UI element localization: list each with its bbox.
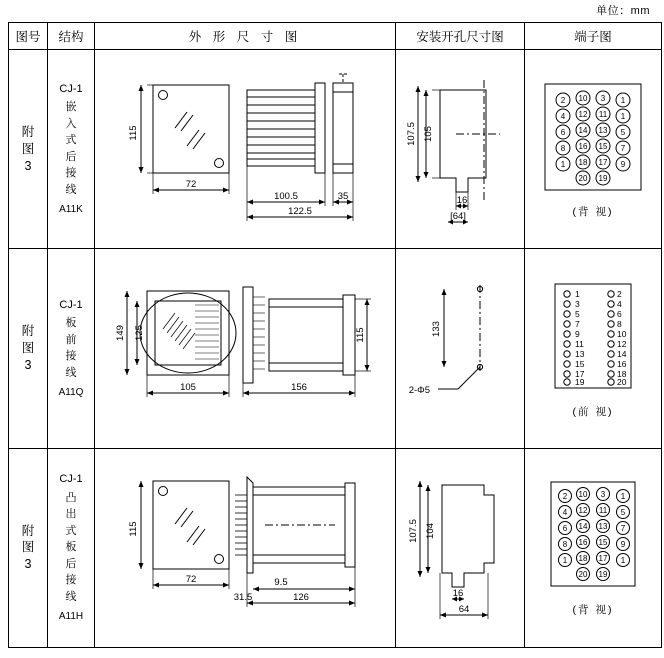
row3-terminal-diagram	[525, 448, 662, 647]
table-header-row	[9, 23, 662, 50]
svg-text:7: 7	[575, 318, 580, 329]
row1-terminal-caption: (背 视)	[572, 205, 614, 218]
row1-dim-115: 115	[128, 125, 139, 141]
row3-hole-64: 64	[458, 603, 470, 615]
svg-text:19: 19	[598, 570, 608, 580]
row3-hole-107-5: 107.5	[408, 518, 419, 543]
row1-no-char3: 3	[24, 158, 32, 173]
svg-text:11: 11	[598, 506, 608, 516]
svg-text:8: 8	[617, 318, 622, 329]
table-row	[9, 50, 662, 249]
svg-text:6: 6	[562, 524, 568, 534]
svg-text:17: 17	[598, 554, 608, 564]
row1-terminal-diagram	[525, 50, 662, 249]
svg-text:1: 1	[560, 159, 566, 169]
row1-hole-105: 105	[423, 126, 434, 142]
svg-text:1: 1	[562, 556, 568, 566]
row3-dim-31-5: 31.5	[233, 591, 253, 603]
row3-hole-drawing	[396, 448, 525, 647]
unit-label: 单位：mm	[596, 5, 650, 17]
svg-text:2: 2	[560, 95, 566, 105]
svg-text:18: 18	[578, 554, 588, 564]
row1-dim-122-5: 122.5	[288, 206, 312, 217]
svg-text:3: 3	[600, 93, 606, 103]
svg-text:19: 19	[598, 173, 608, 183]
svg-text:11: 11	[598, 109, 608, 119]
svg-text:9: 9	[575, 328, 580, 339]
row2-model: CJ-1	[59, 298, 83, 311]
row3-hole-104: 104	[425, 522, 436, 539]
svg-text:6: 6	[617, 308, 622, 319]
svg-text:7: 7	[620, 524, 626, 534]
svg-text:13: 13	[598, 125, 608, 135]
row3-structure: CJ-1 凸 出 式 板 后 接 线 A11H	[48, 448, 95, 647]
row1-outline-drawing	[95, 50, 396, 249]
svg-text:15: 15	[598, 141, 608, 151]
svg-text:2: 2	[617, 288, 622, 299]
svg-text:15: 15	[575, 358, 585, 369]
row3-dim-126: 126	[293, 591, 309, 603]
svg-text:10: 10	[617, 328, 627, 339]
row3-hole-16: 16	[452, 587, 464, 599]
row2-terminal-diagram	[525, 249, 662, 448]
svg-text:12: 12	[617, 338, 627, 349]
header-col-term: 端子图	[525, 23, 662, 50]
row2-dim-149: 149	[115, 325, 126, 342]
row1-dim-35: 35	[337, 191, 349, 202]
svg-text:5: 5	[620, 127, 626, 137]
svg-text:20: 20	[578, 173, 588, 183]
svg-text:4: 4	[617, 298, 622, 309]
row1-hole-16: 16	[456, 195, 468, 206]
svg-text:16: 16	[617, 358, 627, 369]
svg-text:19: 19	[575, 376, 585, 387]
header-col-dim: 外 形 尺 寸 图	[95, 23, 396, 50]
header-col-struct: 结构	[48, 23, 95, 50]
svg-text:18: 18	[578, 157, 588, 167]
svg-text:3: 3	[600, 490, 606, 500]
row3-code: A11H	[58, 611, 84, 623]
svg-text:9: 9	[620, 540, 626, 550]
row1-dim-100-5: 100.5	[274, 191, 298, 202]
spec-table	[8, 22, 662, 648]
row2-hole-133: 133	[431, 321, 442, 338]
svg-text:16: 16	[578, 141, 588, 151]
row2-hole-drawing	[396, 249, 525, 448]
svg-text:13: 13	[598, 522, 608, 532]
row1-hole-64: [64]	[450, 211, 466, 222]
svg-text:17: 17	[598, 157, 608, 167]
row3-figure-no: 附 图 3	[9, 448, 48, 647]
row1-structure: CJ-1 嵌 入 式 后 接 线 A11K	[48, 50, 95, 249]
row2-dim-105: 105	[180, 382, 196, 394]
svg-text:14: 14	[578, 125, 588, 135]
svg-text:14: 14	[578, 522, 588, 532]
row3-dim-9-5: 9.5	[274, 576, 288, 588]
row2-figure-no: 附 图 3	[9, 249, 48, 448]
svg-text:5: 5	[620, 508, 626, 518]
row1-hole-107-5: 107.5	[406, 122, 417, 146]
svg-text:1: 1	[620, 556, 626, 566]
svg-text:4: 4	[562, 508, 568, 518]
svg-text:1: 1	[575, 288, 580, 299]
svg-text:9: 9	[620, 159, 626, 169]
svg-text:6: 6	[560, 127, 566, 137]
row2-terminal-caption: (前 视)	[572, 405, 614, 418]
svg-text:13: 13	[575, 348, 585, 359]
svg-text:11: 11	[575, 338, 584, 349]
row2-outline-drawing	[95, 249, 396, 448]
svg-text:2: 2	[562, 492, 568, 502]
svg-text:1: 1	[620, 95, 626, 105]
row1-model: CJ-1	[59, 82, 83, 95]
table-row	[9, 448, 662, 647]
row1-code: A11K	[59, 204, 83, 216]
row3-dim-115: 115	[128, 521, 139, 537]
row2-dim-125: 125	[134, 325, 145, 342]
svg-text:20: 20	[617, 376, 627, 387]
row2-dim-115: 115	[355, 327, 366, 343]
row1-no-char1: 附	[21, 124, 35, 139]
svg-text:12: 12	[578, 109, 588, 119]
table-row	[9, 249, 662, 448]
svg-text:8: 8	[560, 143, 566, 153]
svg-text:7: 7	[620, 143, 626, 153]
svg-text:14: 14	[617, 348, 627, 359]
row3-model: CJ-1	[59, 473, 83, 486]
svg-text:1: 1	[620, 111, 626, 121]
row1-no-char2: 图	[21, 141, 35, 156]
row2-structure: CJ-1 板 前 接 线 A11Q	[48, 249, 95, 448]
svg-text:1: 1	[620, 492, 626, 502]
row1-structure-char: 嵌	[65, 101, 77, 114]
svg-text:4: 4	[560, 111, 566, 121]
svg-text:10: 10	[578, 93, 588, 103]
row3-terminal-caption: (背 视)	[572, 604, 614, 617]
svg-text:15: 15	[598, 538, 608, 548]
svg-text:10: 10	[578, 490, 588, 500]
row1-hole-drawing	[396, 50, 525, 249]
row2-dim-156: 156	[291, 382, 307, 394]
svg-text:20: 20	[578, 570, 588, 580]
svg-text:3: 3	[575, 298, 580, 309]
svg-text:17: 17	[575, 368, 585, 379]
svg-text:12: 12	[578, 506, 588, 516]
header-col-no: 图号	[9, 23, 48, 50]
svg-text:18: 18	[617, 368, 627, 379]
row1-dim-72: 72	[185, 179, 197, 190]
svg-text:5: 5	[575, 308, 580, 319]
row3-dim-72: 72	[185, 573, 197, 585]
header-col-hole: 安装开孔尺寸图	[396, 23, 525, 50]
svg-text:8: 8	[562, 540, 568, 550]
row3-outline-drawing	[95, 448, 396, 647]
row2-hole-phi: 2-Φ5	[408, 385, 430, 397]
svg-text:16: 16	[578, 538, 588, 548]
row1-figure-no	[9, 50, 48, 249]
row2-code: A11Q	[58, 387, 84, 399]
